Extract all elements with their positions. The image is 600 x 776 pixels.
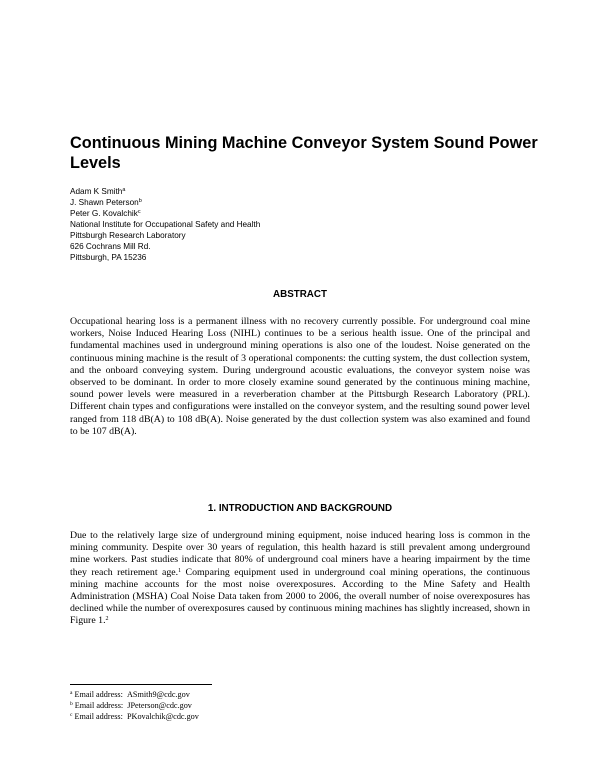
footnote: $^a$ Email address: ASmith9@cdc.gov	[70, 690, 190, 699]
author: J. Shawn Peterson$^b$	[70, 198, 142, 207]
affiliation-line: 626 Cochrans Mill Rd.	[70, 242, 151, 251]
footnote: $^c$ Email address: PKovalchik@cdc.gov	[70, 712, 199, 721]
paper-title: Continuous Mining Machine Conveyor System Sound Power Levels	[70, 134, 538, 172]
footnote-divider	[70, 684, 212, 685]
section-text: Due to the relatively large size of underground mining equipment, noise induced hearing loss is common in the mining community. Despite over 30 years of regulation, this health hazard is still prevalent among underground mine workers. Past studies indicate that 80% of underground coal miners have a hearing impairment by the time they reach retirement age.$^1$ Comparing equipment used in underground coal mining operations, the continuous mining machine accounts for the most noise overexposures. According to the Mine Safety and Health Administration (MSHA) Coal Noise Data taken from 2000 to 2006, the overall number of noise overexposures has declined while the number of overexposures caused by continuous mining machines has slightly increased, shown in Figure 1.$^2$	[70, 530, 530, 627]
citation-ref[interactable]: 2	[105, 616, 109, 623]
footnote-email[interactable]: ASmith9@cdc.gov	[126, 690, 190, 699]
affiliation-line: National Institute for Occupational Safety and Health	[70, 220, 261, 229]
author-affiliation-mark: c	[137, 209, 141, 215]
author-block	[70, 186, 470, 263]
footnote: $^b$ Email address: JPeterson@cdc.gov	[70, 701, 192, 710]
author: Adam K Smith$^a$	[70, 187, 126, 196]
citation-ref[interactable]: 1	[178, 567, 182, 574]
section-heading: 1. INTRODUCTION AND BACKGROUND	[207, 503, 393, 514]
affiliation-line: Pittsburgh Research Laboratory	[70, 231, 186, 240]
author: Peter G. Kovalchik$^c$	[70, 209, 141, 218]
footnote-email[interactable]: PKovalchik@cdc.gov	[126, 712, 199, 721]
author-affiliation-mark: a	[122, 187, 126, 193]
author-affiliation-mark: b	[138, 198, 142, 204]
abstract-heading: ABSTRACT	[273, 289, 327, 300]
footnotes	[70, 689, 370, 722]
affiliation-line: Pittsburgh, PA 15236	[70, 253, 147, 262]
abstract-text: Occupational hearing loss is a permanent illness with no recovery currently possible. For underground coal mine workers, Noise Induced Hearing Loss (NIHL) continues to be a serious health issue. One of the principal and fundamental machines used in underground mining operations is also one of the loudest. Noise generated on the continuous mining machine is the result of 3 operational components: the cutting system, the dust collection system, and the onboard conveying system. During underground acoustic evaluations, the conveyor system noise was observed to be dominant. In order to more closely examine sound generated by the continuous mining machine, sound power levels were measured in a reverberation chamber at the Pittsburgh Research Laboratory (PRL). Different chain types and configurations were installed on the conveyor system, and the resulting sound power level ranged from 118 dB(A) to 108 dB(A). Noise generated by the dust collection system was also examined and found to be 107 dB(A).	[70, 316, 530, 437]
footnote-email[interactable]: JPeterson@cdc.gov	[127, 701, 192, 710]
